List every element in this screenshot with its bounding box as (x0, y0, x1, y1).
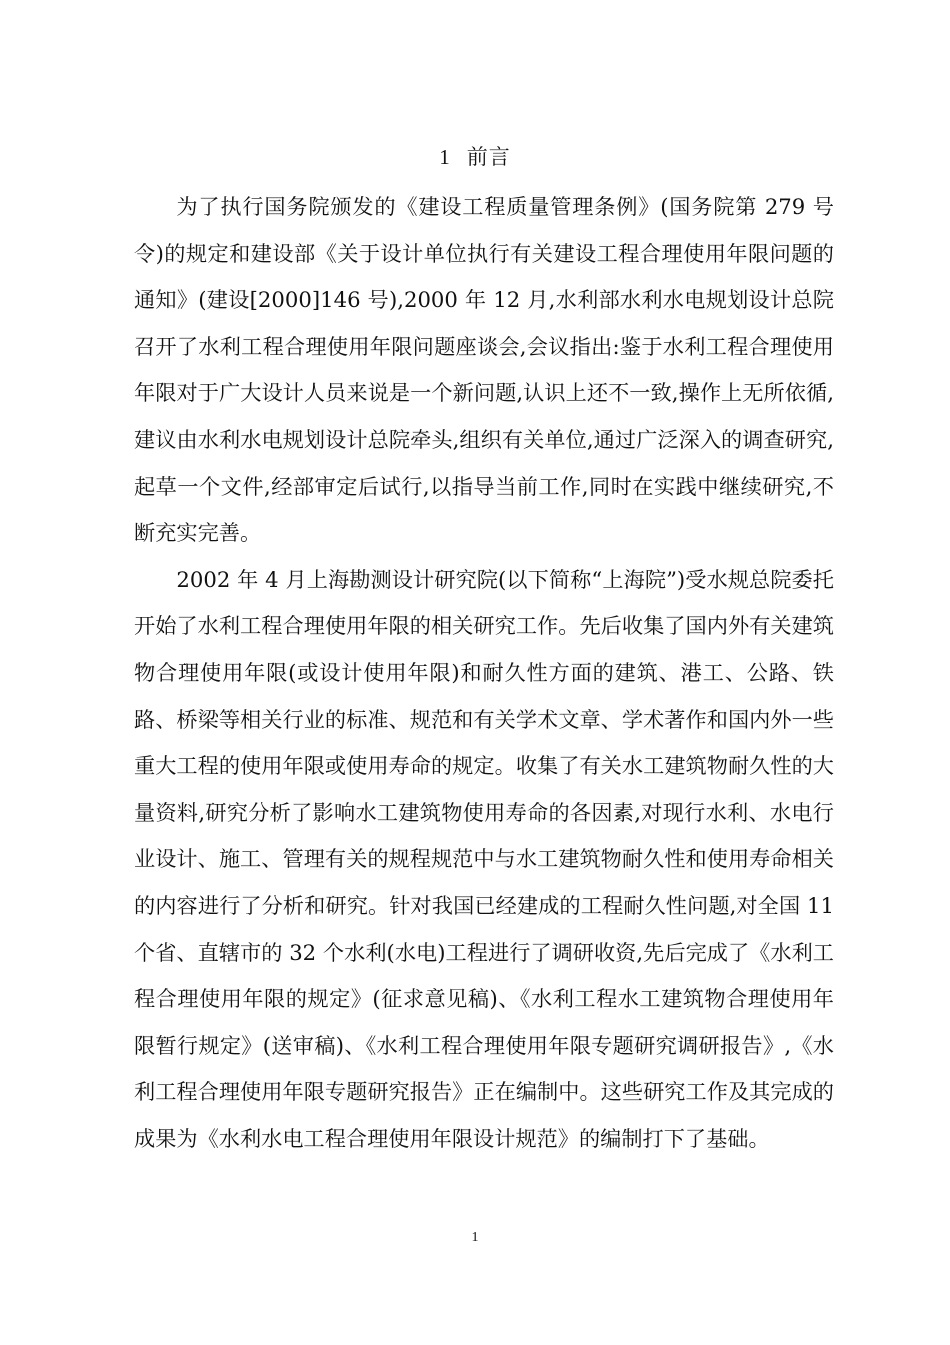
section-title: 前言 (466, 145, 511, 169)
page-number: 1 (471, 1230, 479, 1245)
section-number: 1 (439, 145, 451, 169)
paragraph-research: 2002 年 4 月上海勘测设计研究院(以下简称“上海院”)受水规总院委托开始了水利工程合理使用年限的相关研究工作。先后收集了国内外有关建筑物合理使用年限(或设计使用年限)和耐久性方面的建筑、港工、公路、铁路、桥梁等相关行业的标准、规范和有关学术文章、学术著作和国内外一些重大工程的使用年限或使用寿命的规定。收集了有关水工建筑物耐久性的大量资料,研究分析了影响水工建筑物使用寿命的各因素,对现行水利、水电行业设计、施工、管理有关的规程规范中与水工建筑物耐久性和使用寿命相关的内容进行了分析和研究。针对我国已经建成的工程耐久性问题,对全国 11 个省、直辖市的 32 个水利(水电)工程进行了调研收资,先后完成了《水利工程合理使用年限的规定》(征求意见稿)、《水利工程水工建筑物合理使用年限暂行规定》(送审稿)、《水利工程合理使用年限专题研究调研报告》,《水利工程合理使用年限专题研究报告》正在编制中。这些研究工作及其完成的成果为《水利水电工程合理使用年限设计规范》的编制打下了基础。 (134, 566, 834, 1151)
body-text (134, 184, 834, 1162)
section-heading (0, 142, 950, 172)
paragraph-intro: 为了执行国务院颁发的《建设工程质量管理条例》(国务院第 279 号令)的规定和建设部《关于设计单位执行有关建设工程合理使用年限问题的通知》(建设[2000]146 号),2000 年 12 月,水利部水利水电规划设计总院召开了水利工程合理使用年限问题座谈会,会议指出:鉴于水利工程合理使用年限对于广大设计人员来说是一个新问题,认识上还不一致,操作上无所依循,建议由水利水电规划设计总院牵头,组织有关单位,通过广泛深入的调查研究,起草一个文件,经部审定后试行,以指导当前工作,同时在实践中继续研究,不断充实完善。 (134, 194, 834, 546)
